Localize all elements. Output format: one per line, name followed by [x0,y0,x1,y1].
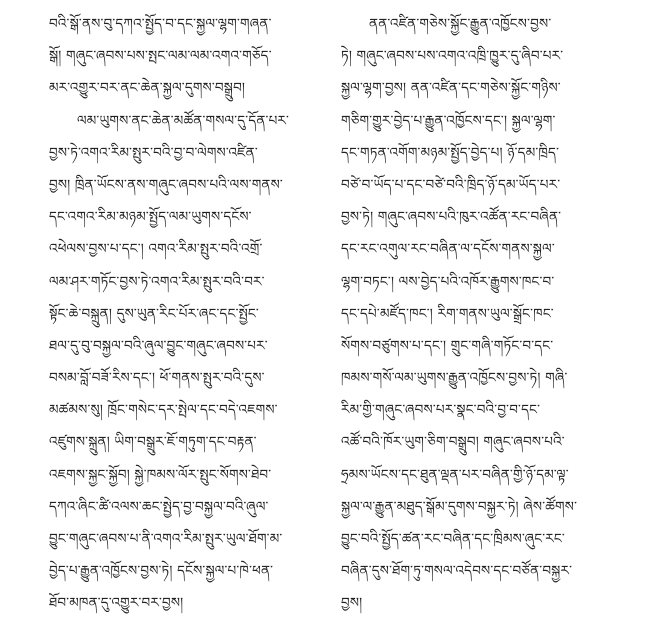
text-line: བྱས་ཏེ་འགའ་རིམ་སྤུར་བའི་བྱ་བ་ལེགས་འཛིན་ [49,144,258,161]
text-line: ཐལ་དུ་བུ་བསྐྱལ་བའི་ཞུལ་བྱུང་གཞུང་ཞབས་པར་ [49,337,268,354]
text-line: བྱས་ཏེ། གཞུང་ཞབས་པའི་ཁུར་འཚོན་རང་བཞིན་ [341,209,562,226]
text-line: བཞིན་དུས་ཐོག་ཏུ་གསལ་འདེབས་དང་བཙོན་བསྐྱར་ [341,563,573,580]
text-line: བསམ་བློ་བཟོ་རིས་དང་། ཕོ་གནས་སྤུར་བའི་དུས་ [49,370,265,387]
text-line: ལྷག་བཏང་། ལས་བྱེད་པའི་འཁོར་རྒྱུགས་ཁང་བ་ [341,273,555,290]
text-line: མཚམས་སུ། ཁྲོང་གསེང་དར་སྤེལ་དང་བདེ་འཇགས་ [49,402,278,419]
text-line: བྱེད་པ་རྒྱུན་འཁྱོངས་བྱས་ཏེ། དངོས་སྐྱལ་པ་ཁེ་ཕན་ [49,563,274,580]
text-line: ཧྲམས་ཡོངས་དང་ཐུན་ལྡན་པར་བཞིན་གྱི་ཉོ་དམ་ལྟ་ [341,466,569,483]
text-line: འཕེལས་བྱས་པ་དང་། འགའ་རིམ་སྤུར་བའི་འགྲོ་ [49,241,263,258]
text-line: དང་རང་འགུལ་རང་བཞིན་ལ་དངོས་གནས་སྐྱལ་ [341,241,555,258]
text-line: དཀའ་ཞིང་ཚི་འལས་ཆང་སྤྱེད་བྱ་བསྐྱལ་བའི་ཞུལ་ [49,498,269,515]
text-line: འཚོ་བའི་ཁོར་ཡུག་ཅིག་བསྒྲུབ། གཞུང་ཞབས་པའི་ [341,434,565,451]
text-line: བའི་སྒོ་ནས་བུ་དཀའ་སྤྱོད་བ་དང་སྐྱལ་ལྷག་གཞན་ [49,16,272,32]
paragraph-start-line: ནན་འཛིན་གཅེས་སྐྱོང་རྒྱུན་འཁྱོངས་བྱས་ [369,16,552,32]
text-line: བྱས། [341,595,363,612]
text-line: སྐྱལ་ལ་རྒྱུན་མཐུད་སྒོམ་དུགས་བསྐྱར་ཏེ། ཞེས་ཚོགས་ [341,498,578,515]
text-line: དང་དཔེ་མཛོད་ཁང་། རིག་གནས་ཡུལ་སྒྲོང་ཁང་ [341,305,554,322]
text-line: སྒོ། གཞུང་ཞབས་པས་སྤང་ལམ་ལམ་འགའ་གཅོད་ [49,48,272,65]
text-line: འཇགས་སྐྱང་སྐྱོབ། སྐྱེ་ཁམས་ལོར་སྤུང་སོགས་ཐེབ་ [49,466,272,483]
text-line: རིམ་གྱི་གཞུང་ཞབས་པར་སྣང་བའི་བྱ་བ་དང་ [341,402,541,419]
text-line: བྱས། ཁྲིན་ཡོངས་ནས་གཞུང་ཞབས་པའི་ལས་གནས་ [49,176,283,193]
text-line: བཙེ་བ་ཡོད་པ་དང་བཙེ་བའི་ཁྲིད་ཉོ་དམ་ཡོད་པར་ [341,176,561,193]
text-line: གཅིག་གྱུར་བྱེད་པ་རྒྱུན་འཁྱོངས་དང་། སྐྱལ་ལྷག་ [341,112,556,129]
text-line: སྟོང་ཆེ་བསྐྲུན། དུས་ཡུན་རིང་པོར་ཞང་དང་སྤྱོང་ [49,305,259,322]
text-line: བྱུང་གཞུང་ཞབས་པ་ནི་འགའ་རིམ་སྤུར་ཡུལ་ཐོག་མ་ [49,531,283,547]
left-text-column [49,8,335,620]
paragraph-start-line: ལམ་ཡུགས་ནང་ཆེན་མཚོན་གསལ་དུ་དོན་པར་ [77,112,290,129]
text-line: དང་འགའ་རིམ་མཉམ་སྤྱོད་ལམ་ཡུགས་དངོས་ [49,209,252,226]
text-line: འཛུགས་སྐྲུན། ཡིག་བསྒྲུར་ཇོ་གཏུག་དང་བརྟན་ [49,434,257,451]
text-line: ལམ་ཤར་གཏོང་བྱས་ཏེ་འགའ་རིམ་སྤུར་བའི་བར་ [49,273,265,290]
text-line: བྱུང་བའི་སྤྱོད་ཚན་རང་བཞིན་དང་ཁྲིམས་ཞུང་རང་ [341,531,565,547]
text-line: ཐོབ་མཁན་དུ་འགྱུར་བར་བྱས། [49,595,184,612]
right-text-column [341,8,627,620]
text-line: སྐྱལ་ལྷག་བྱས། ནན་འཛིན་དང་གཅེས་སྐྱོང་གཉིས་ [341,80,561,97]
text-line: མར་འགྱུར་བར་ནང་ཆེན་སྐྱལ་དུགས་བསྒྲུབ། [49,80,246,97]
text-line: སོགས་བཙུགས་པ་དང་། གྲུང་གཞི་གཏོང་བ་དང་ [341,337,554,354]
text-line: ཏེ། གཞུང་ཞབས་པས་འགའ་འཁྲི་ཁྱུར་དུ་ཞིབ་པར་ [341,48,564,65]
text-line: ཁམས་གསོ་ལམ་ཡུགས་རྒྱུན་འཁྱོངས་བྱས་ཏེ། གཞི་ [341,370,568,387]
text-line: དང་གཏན་འགོག་མཉམ་སྤྱོད་བྱེད་པ། ཉོ་དམ་ཁྲིད་ [341,144,560,161]
